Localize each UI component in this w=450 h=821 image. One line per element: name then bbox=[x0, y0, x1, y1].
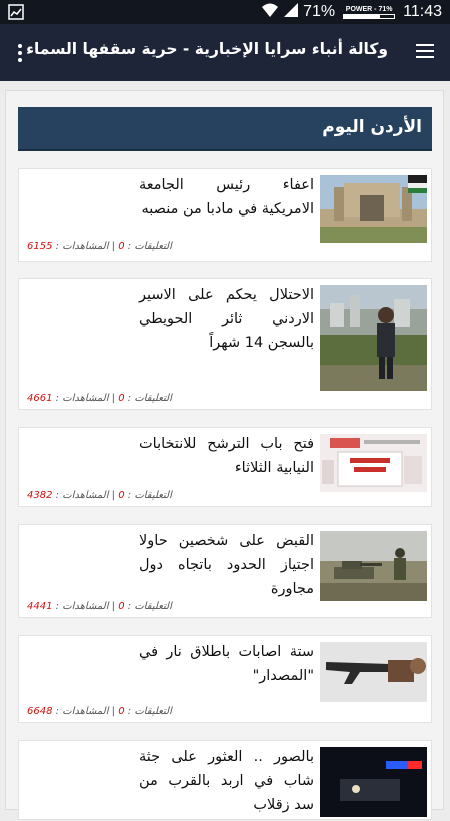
section-title: الأردن اليوم bbox=[322, 117, 422, 137]
article-meta bbox=[27, 241, 172, 252]
clock: 11:43 bbox=[403, 3, 442, 20]
article-thumbnail[interactable] bbox=[320, 175, 427, 243]
comments-label: التعليقات : bbox=[127, 601, 172, 612]
meta-separator: | bbox=[111, 241, 116, 252]
more-vert-icon[interactable] bbox=[18, 44, 22, 62]
article-card[interactable] bbox=[18, 278, 432, 410]
section-header bbox=[18, 107, 432, 151]
article-headline[interactable]: ستة اصابات باطلاق نار في "المصدار" bbox=[139, 644, 314, 684]
article-card[interactable] bbox=[18, 168, 432, 262]
gallery-notification-icon bbox=[8, 4, 24, 24]
comments-count: 0 bbox=[118, 393, 125, 404]
comments-label: التعليقات : bbox=[127, 490, 172, 501]
app-title: وكالة أنباء سرايا الإخبارية - حرية سقفها السماء bbox=[26, 40, 388, 58]
signal-icon bbox=[283, 2, 299, 22]
article-headline[interactable]: القبض على شخصين حاولا اجتياز الحدود باتجاه دول مجاورة bbox=[139, 533, 314, 597]
meta-separator: | bbox=[111, 393, 116, 404]
comments-label: التعليقات : bbox=[127, 393, 172, 404]
comments-label: التعليقات : bbox=[127, 706, 172, 717]
meta-separator: | bbox=[111, 706, 116, 717]
views-label: المشاهدات : bbox=[55, 490, 109, 501]
article-meta bbox=[27, 393, 172, 404]
views-count: 4661 bbox=[27, 393, 53, 404]
power-label: POWER - 71% bbox=[345, 5, 393, 13]
wifi-icon bbox=[261, 2, 279, 22]
article-thumbnail[interactable] bbox=[320, 642, 427, 702]
article-meta bbox=[27, 706, 172, 717]
views-label: المشاهدات : bbox=[55, 601, 109, 612]
article-thumbnail[interactable] bbox=[320, 285, 427, 391]
views-label: المشاهدات : bbox=[55, 241, 109, 252]
article-card[interactable] bbox=[18, 740, 432, 820]
power-widget bbox=[343, 6, 395, 19]
comments-count: 0 bbox=[118, 706, 125, 717]
views-count: 6648 bbox=[27, 706, 53, 717]
meta-separator: | bbox=[111, 490, 116, 501]
main-content[interactable] bbox=[0, 81, 450, 813]
views-label: المشاهدات : bbox=[55, 393, 109, 404]
article-headline[interactable]: بالصور .. العثور على جثة شاب في اربد بالقرب من سد زقلاب bbox=[139, 749, 314, 813]
views-label: المشاهدات : bbox=[55, 706, 109, 717]
views-count: 6155 bbox=[27, 241, 53, 252]
status-bar bbox=[0, 0, 450, 24]
app-bar bbox=[0, 24, 450, 81]
article-thumbnail[interactable] bbox=[320, 747, 427, 817]
article-thumbnail[interactable] bbox=[320, 531, 427, 601]
hamburger-menu-icon[interactable] bbox=[416, 44, 434, 58]
views-count: 4382 bbox=[27, 490, 53, 501]
views-count: 4441 bbox=[27, 601, 53, 612]
comments-label: التعليقات : bbox=[127, 241, 172, 252]
article-headline[interactable]: فتح باب الترشح للانتخابات النيابية الثلاثاء bbox=[139, 436, 314, 476]
power-bar bbox=[343, 14, 395, 19]
article-headline[interactable]: الاحتلال يحكم على الاسير الاردني ثائر الحويطي بالسجن 14 شهراً bbox=[139, 287, 314, 351]
comments-count: 0 bbox=[118, 490, 125, 501]
article-meta bbox=[27, 490, 172, 501]
article-meta bbox=[27, 601, 172, 612]
battery-percent: 71% bbox=[303, 3, 336, 20]
comments-count: 0 bbox=[118, 241, 125, 252]
article-thumbnail[interactable] bbox=[320, 434, 427, 492]
comments-count: 0 bbox=[118, 601, 125, 612]
article-card[interactable] bbox=[18, 524, 432, 618]
article-headline[interactable]: اعفاء رئيس الجامعة الامريكية في مادبا من منصبه bbox=[139, 177, 314, 217]
article-card[interactable] bbox=[18, 635, 432, 723]
article-card[interactable] bbox=[18, 427, 432, 507]
meta-separator: | bbox=[111, 601, 116, 612]
